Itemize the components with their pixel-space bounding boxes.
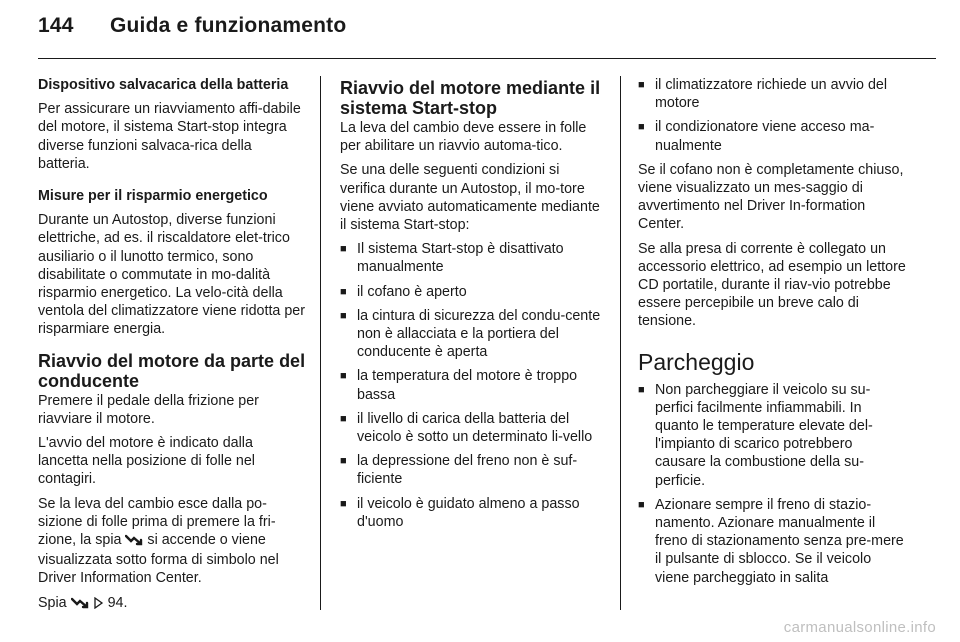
section-heading-auto-restart: Riavvio del motore mediante il sistema Start-stop — [340, 78, 601, 118]
column-3 — [638, 76, 906, 593]
list-item: ■ Non parcheggiare il veicolo su su-perfici facilmente infiammabili. In quanto le temperature elevate del-l'impianto di scarico potrebbero causare la combustione della su-perficie. — [638, 381, 906, 490]
list-item: ■ il climatizzatore richiede un avvio del motore — [638, 76, 906, 112]
autostop-indicator-icon — [125, 533, 143, 551]
list-item: ■ il livello di carica della batteria del veicolo è sotto un determinato li-vello — [340, 410, 602, 446]
list-item: ■ il condizionatore viene acceso ma-nualmente — [638, 118, 906, 154]
paragraph: La leva del cambio deve essere in folle per abilitare un riavvio automa-tico. — [340, 120, 587, 155]
subheading-battery: Dispositivo salvacarica della batteria — [38, 77, 289, 93]
paragraph-warning — [38, 495, 306, 588]
paragraph: Se una delle seguenti condizioni si verifica durante un Autostop, il mo-tore viene avviato automaticamente mediante il sistema Start-stop: — [340, 162, 600, 234]
page-reference-icon[interactable] — [93, 596, 104, 614]
conditions-list-continued — [638, 76, 906, 155]
list-item: ■ il veicolo è guidato almeno a passo d'uomo — [340, 495, 602, 531]
column-separator — [620, 76, 621, 610]
text: Spia — [38, 594, 67, 611]
watermark: carmanualsonline.info — [783, 619, 936, 636]
list-item: ■ il cofano è aperto — [340, 283, 602, 301]
parking-list — [638, 381, 906, 587]
text: si accende o viene visualizzata sotto forma di simbolo nel Driver Information Center. — [38, 532, 279, 587]
subheading-energy: Misure per il risparmio energetico — [38, 188, 268, 205]
paragraph: Premere il pedale della frizione per riavviare il motore. — [38, 392, 259, 427]
list-item: ■ la cintura di sicurezza del condu-cente non è allacciata e la portiera del conducente è aperta — [340, 307, 602, 362]
section-heading-driver-restart: Riavvio del motore da parte del conducente — [38, 350, 306, 391]
paragraph-reference — [38, 594, 306, 614]
list-item: ■ la depressione del freno non è suf-ficiente — [340, 452, 602, 488]
paragraph: Per assicurare un riavviamento affi-dabile del motore, il sistema Start-stop integra diverse funzioni salvaca-rica della batteria. — [38, 101, 301, 172]
paragraph: L'avvio del motore è indicato dalla lancetta nella posizione di folle nel contagiri. — [38, 435, 255, 488]
page-header — [38, 14, 346, 38]
text: Se la leva del cambio esce dalla po-sizione di folle prima di premere la fri-zione, la spia — [38, 495, 276, 549]
autostop-indicator-icon — [71, 596, 89, 614]
column-1 — [38, 76, 306, 620]
conditions-list — [340, 240, 602, 531]
column-separator — [320, 76, 321, 610]
list-item: ■ la temperatura del motore è troppo bassa — [340, 367, 602, 403]
header-rule — [38, 58, 936, 59]
list-item: ■ Azionare sempre il freno di stazio-namento. Azionare manualmente il freno di stazionamento senza pre-mere il pulsante di sblocco. Se il veicolo viene parcheggiato in salita — [638, 496, 906, 587]
paragraph: Se alla presa di corrente è collegato un accessorio elettrico, ad esempio un lettore CD portatile, durante il riav-vio potrebbe essere percepibile un breve calo di tensione. — [638, 240, 906, 330]
list-item: ■ Il sistema Start-stop è disattivato manualmente — [340, 240, 602, 276]
paragraph: Se il cofano non è completamente chiuso, viene visualizzato un mes-saggio di avvertimento nel Driver In-formation Center. — [638, 161, 904, 233]
page-reference[interactable]: 94. — [107, 594, 128, 611]
column-2 — [340, 76, 602, 537]
page-number: 144 — [38, 14, 74, 37]
page-title: Guida e funzionamento — [110, 14, 347, 37]
section-heading-parking: Parcheggio — [638, 348, 755, 375]
paragraph: Durante un Autostop, diverse funzioni elettriche, ad es. il riscaldatore elet-trico ausiliario o il lunotto termico, sono disabilitate o commutate in mo-dalità risparmio energetico. La velo-cità della ventola del climatizzatore viene ridotta per risparmiare energia. — [38, 212, 306, 338]
